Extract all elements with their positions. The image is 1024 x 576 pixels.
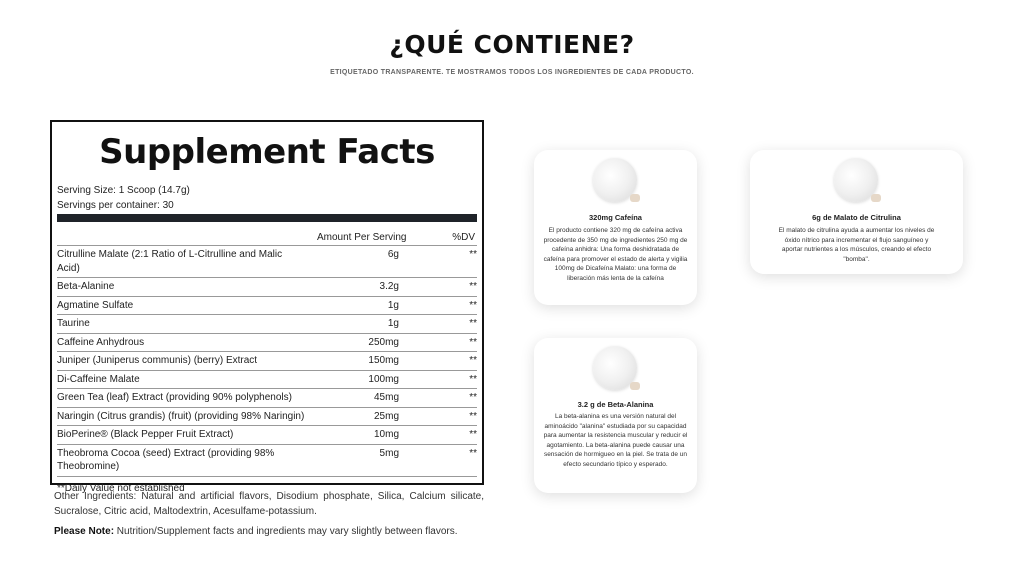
- ingredient-amount: 1g: [387, 299, 399, 311]
- amount-column-header: Amount Per Serving: [317, 232, 407, 243]
- table-row: [57, 444, 477, 476]
- ingredient-name: Caffeine Anhydrous: [57, 336, 145, 348]
- ingredient-amount: 45mg: [373, 392, 399, 403]
- dv-column-header: %DV: [452, 232, 475, 243]
- ingredient-name: Juniper (Juniperus communis) (berry) Extract: [57, 355, 258, 366]
- ingredient-dv: **: [469, 410, 477, 422]
- ingredient-card-citrulline: [750, 150, 963, 274]
- ingredient-dv: **: [469, 392, 477, 403]
- ingredient-dv: **: [469, 281, 477, 292]
- page-subtitle: ETIQUETADO TRANSPARENTE. TE MOSTRAMOS TODOS LOS INGREDIENTES DE CADA PRODUCTO.: [330, 69, 694, 76]
- ingredient-amount: 25mg: [373, 410, 399, 422]
- table-row: [57, 425, 477, 444]
- ingredient-amount: 150mg: [368, 355, 399, 366]
- scoop-icon: [630, 382, 640, 390]
- divider-bar: [57, 214, 477, 222]
- ingredient-dv: **: [469, 336, 477, 348]
- supplement-facts-panel: [50, 120, 484, 494]
- ingredient-name: Green Tea (leaf) Extract (providing 90% polyphenols): [57, 392, 292, 403]
- ingredient-name: Naringin (Citrus grandis) (fruit) (providing 98% Naringin): [57, 410, 305, 422]
- card-description: El malato de citrulina ayuda a aumentar los niveles de óxido nítrico para incrementar el flujo sanguíneo y aportar nutrientes a los músculos, creando el efecto "bomba".: [778, 227, 935, 263]
- card-description: El producto contiene 320 mg de cafeína activa procedente de 350 mg de ingredientes 250 mg de cafeína anhidra: Una forma deshidratada de cafeína para promover el estado de alerta y vigilia 100mg de Dicafeína Malato: una forma de liberación más lenta de la cafeína: [543, 227, 688, 282]
- supplement-facts-heading: Supplement Facts: [99, 132, 435, 172]
- ingredient-dv: **: [469, 429, 477, 440]
- ingredient-dv: **: [469, 447, 477, 459]
- page-title: ¿QUÉ CONTIENE?: [389, 30, 635, 59]
- ingredient-amount: 100mg: [368, 373, 399, 385]
- ingredient-amount: 250mg: [368, 336, 399, 348]
- table-row: [57, 388, 477, 407]
- servings-per-container: Servings per container: 30: [57, 200, 174, 211]
- ingredient-dv: **: [469, 318, 477, 329]
- ingredient-dv: **: [469, 299, 477, 311]
- ingredient-name: Di-Caffeine Malate: [57, 373, 140, 385]
- table-row: [57, 277, 477, 296]
- ingredient-name: Beta-Alanine: [57, 281, 115, 292]
- ingredient-name: Agmatine Sulfate: [57, 299, 134, 311]
- serving-size: Serving Size: 1 Scoop (14.7g): [57, 185, 190, 196]
- ingredient-name: BioPerine® (Black Pepper Fruit Extract): [57, 429, 234, 440]
- ingredient-card-caffeine: [534, 150, 697, 305]
- table-row: [57, 296, 477, 315]
- table-row: [57, 351, 477, 370]
- facts-table: [57, 245, 477, 494]
- scoop-icon: [871, 194, 881, 202]
- card-title: 3.2 g de Beta-Alanina: [577, 400, 654, 409]
- ingredient-dv: **: [469, 373, 477, 385]
- ingredient-name: Taurine: [57, 318, 90, 329]
- table-row: [57, 245, 477, 277]
- ingredient-amount: 1g: [387, 318, 399, 329]
- card-title: 6g de Malato de Citrulina: [812, 213, 901, 222]
- scoop-icon: [630, 194, 640, 202]
- table-row: [57, 333, 477, 352]
- please-note: [54, 524, 484, 539]
- ingredient-amount: 10mg: [373, 429, 399, 440]
- ingredient-dv: **: [469, 249, 477, 260]
- please-note-text: Nutrition/Supplement facts and ingredients may vary slightly between flavors.: [114, 526, 458, 537]
- please-note-label: Please Note:: [54, 526, 115, 537]
- other-ingredients: Other Ingredients: Natural and artificial flavors, Disodium phosphate, Silica, Calcium silicate, Sucralose, Citric acid, Maltodextrin, Acesulfame-potassium.: [54, 491, 484, 517]
- card-title: 320mg Cafeína: [589, 213, 642, 222]
- card-description: La beta-alanina es una versión natural del aminoácido "alanina" estudiada por su capacidad para aumentar la resistencia muscular y reducir el agotamiento. La beta-alanina puede causar una sensación de hormigueo en la piel. Se trata de un efecto secundario típico y esperado.: [543, 413, 688, 468]
- ingredient-amount: 5mg: [379, 447, 399, 459]
- ingredient-dv: **: [469, 355, 477, 366]
- table-row: [57, 314, 477, 333]
- daily-value-note: **Daily Value not established: [57, 476, 477, 494]
- ingredient-amount: 6g: [387, 249, 399, 260]
- table-row: [57, 370, 477, 389]
- ingredient-amount: 3.2g: [379, 281, 399, 292]
- ingredient-name: Citrulline Malate (2:1 Ratio of L-Citrulline and Malic Acid): [57, 249, 283, 274]
- ingredient-name: Theobroma Cocoa (seed) Extract (providing 98% Theobromine): [57, 447, 275, 472]
- table-row: [57, 407, 477, 426]
- ingredient-card-beta-alanine: [534, 338, 697, 493]
